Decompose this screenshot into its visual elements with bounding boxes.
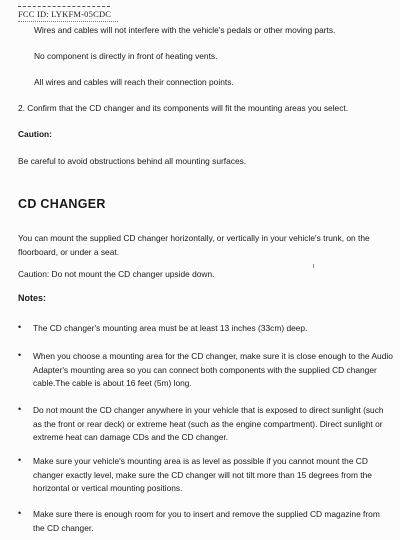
note-item: Make sure there is enough room for you to insert and remove the supplied CD magazine from the CD changer. bbox=[33, 509, 380, 533]
checklist-item: Wires and cables will not interfere with the vehicle's pedals or other moving parts. bbox=[34, 25, 336, 35]
section-intro: You can mount the supplied CD changer horizontally, or vertically in your vehicle's trunk, on the floorboard, or under a seat. bbox=[18, 233, 370, 257]
section-title: CD CHANGER bbox=[18, 197, 106, 211]
bullet-glyph: • bbox=[18, 508, 22, 518]
section-caution: Caution: Do not mount the CD changer upside down. bbox=[18, 269, 215, 279]
step-2: 2. Confirm that the CD changer and its components will fit the mounting areas you select. bbox=[18, 103, 349, 113]
scan-speck bbox=[313, 264, 314, 268]
caution-text: Be careful to avoid obstructions behind all mounting surfaces. bbox=[18, 156, 247, 166]
checklist-item: No component is directly in front of heating vents. bbox=[34, 51, 218, 61]
bullet-glyph: • bbox=[18, 455, 22, 465]
note-item: Do not mount the CD changer anywhere in your vehicle that is exposed to direct sunlight (such as the front or rear deck) or extreme heat (such as the engine compartment). Direct sunlight or extreme heat can damage CDs and the CD changer. bbox=[33, 405, 384, 442]
note-item: Make sure your vehicle's mounting area is as level as possible if you cannot mount the CD changer exactly level, make sure the CD changer will not tilt more than 15 degrees from the horizontal or vertical mounting positions. bbox=[33, 456, 372, 493]
bullet-glyph: • bbox=[18, 322, 22, 332]
fcc-id: FCC ID: LYKFM-05CDC bbox=[18, 9, 112, 19]
checklist-item: All wires and cables will reach their connection points. bbox=[34, 77, 234, 87]
bullet-glyph: • bbox=[18, 350, 22, 360]
header-rule-top bbox=[18, 6, 110, 7]
caution-label: Caution: bbox=[18, 129, 52, 139]
header-rule-bottom bbox=[18, 21, 118, 22]
note-item: The CD changer's mounting area must be at least 13 inches (33cm) deep. bbox=[33, 323, 308, 333]
note-item: When you choose a mounting area for the CD changer, make sure it is close enough to the Audio Adapter's mounting area so you can connect both components with the supplied CD changer cable.The cable is about 16 feet (5m) long. bbox=[33, 351, 393, 388]
notes-label: Notes: bbox=[18, 293, 47, 303]
bullet-glyph: • bbox=[18, 404, 22, 414]
